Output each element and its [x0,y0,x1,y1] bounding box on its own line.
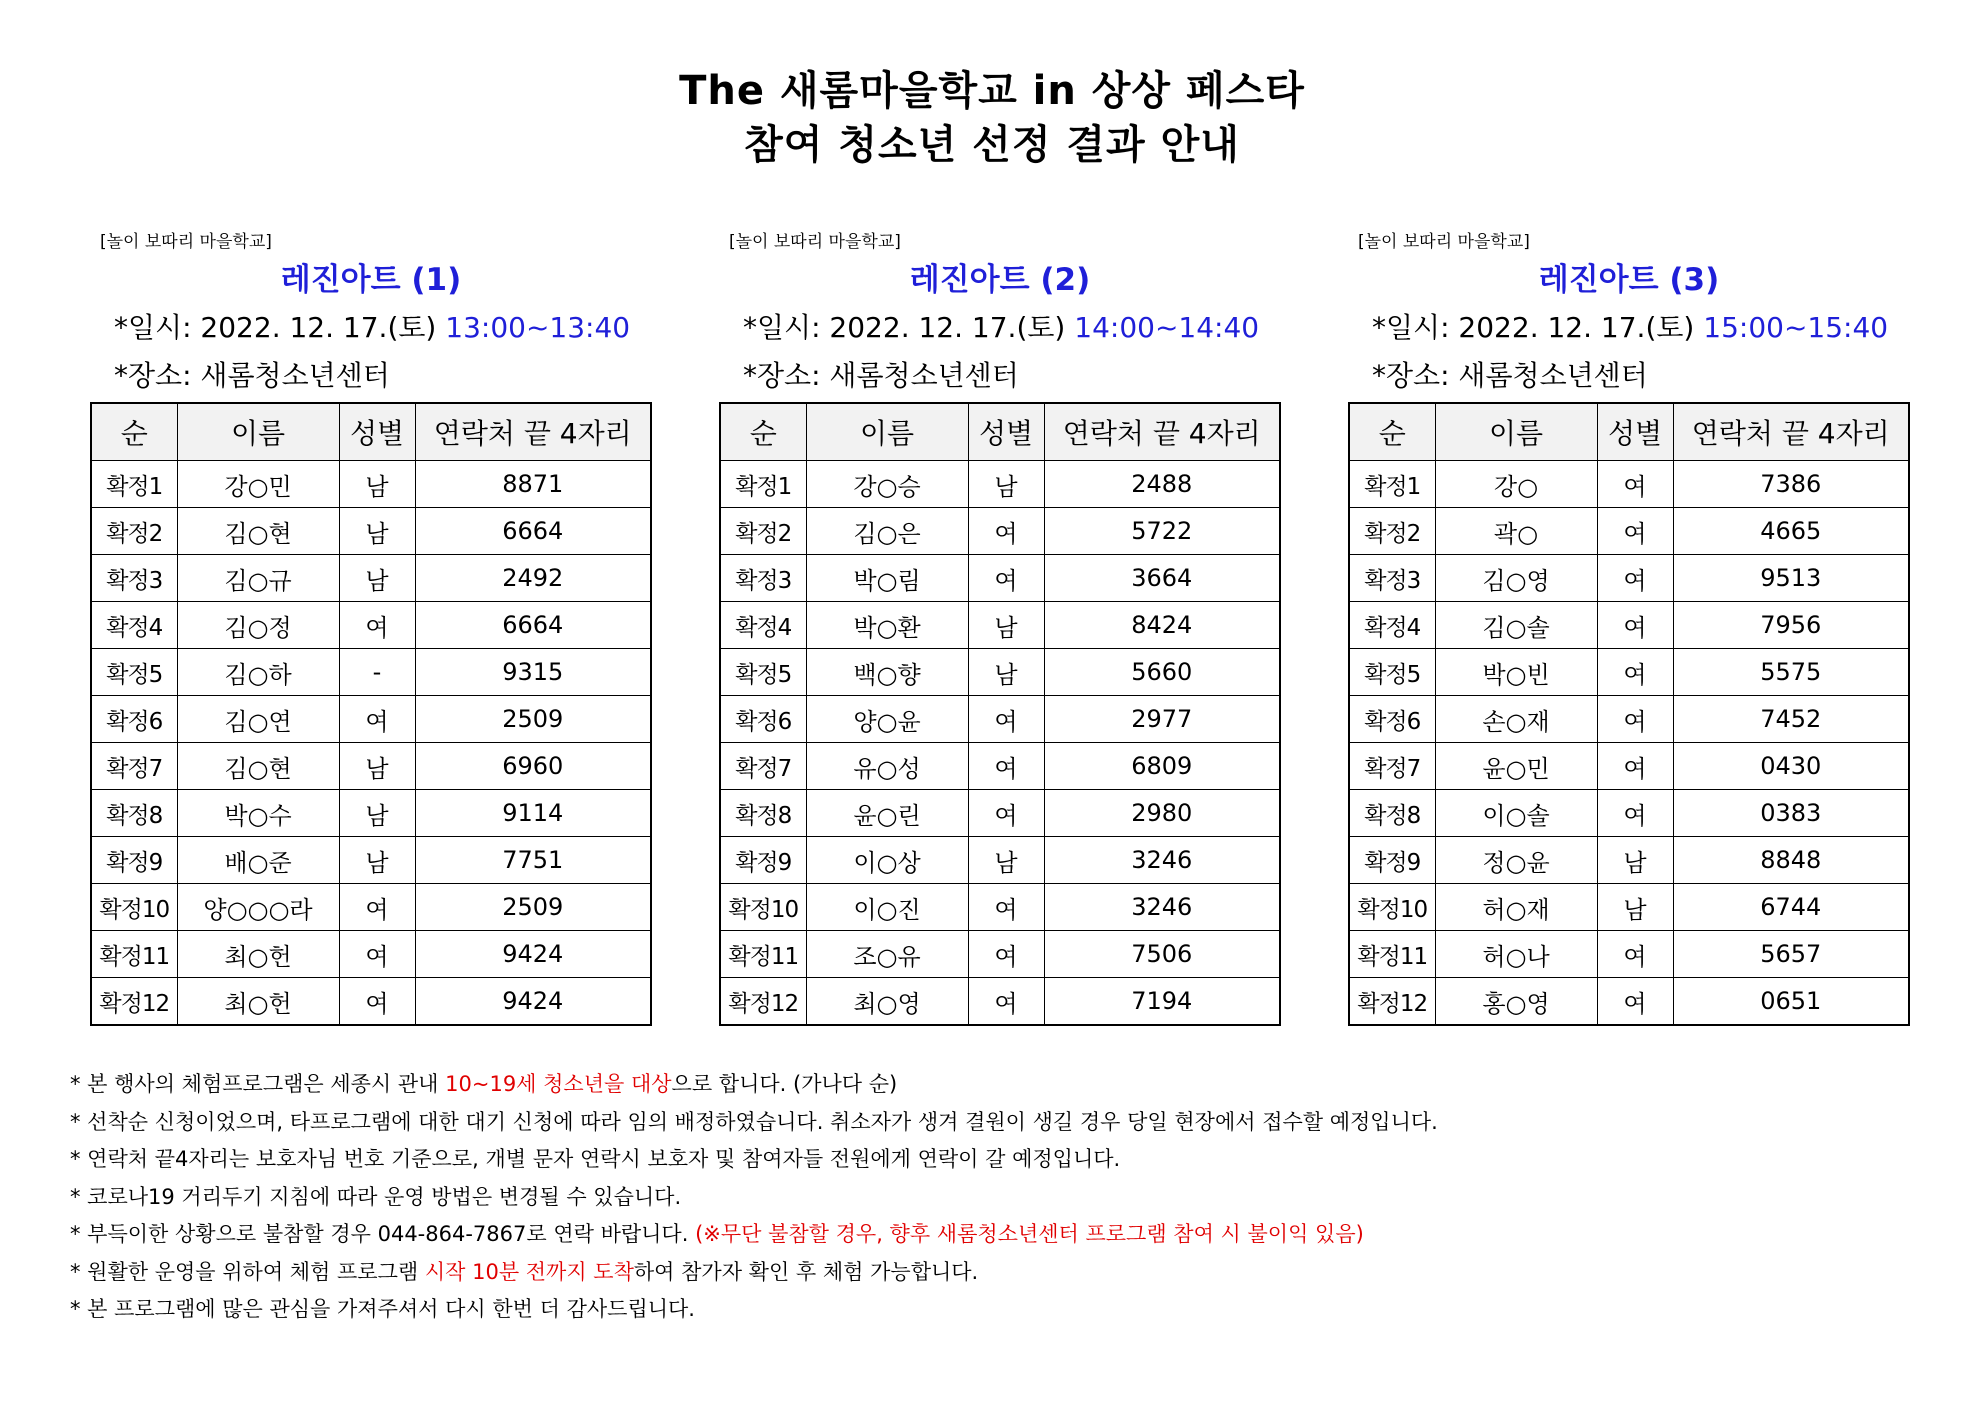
table-row [720,696,1280,743]
table-cell: 7386 [1673,461,1909,508]
table-cell: 확정4 [91,602,177,649]
table-row [1349,649,1909,696]
table-cell: 여 [968,978,1044,1026]
table-cell: 확정8 [1349,790,1435,837]
table-cell: 윤○민 [1435,743,1597,790]
table-cell: 확정12 [720,978,806,1026]
table-cell: 확정12 [91,978,177,1026]
time-range: 15:00~15:40 [1703,311,1889,344]
note-text: * 연락처 끝4자리는 보호자님 번호 기준으로, 개별 문자 연락시 보호자 및 참여자들 전원에게 연락이 갈 예정입니다. [70,1147,1121,1171]
table-cell: 2488 [1044,461,1280,508]
column-header: 이름 [1435,403,1597,461]
table-cell: 최○영 [806,978,968,1026]
table-cell: 확정11 [91,931,177,978]
table-cell: 박○수 [177,790,339,837]
table-cell: 남 [339,508,415,555]
table-row [1349,461,1909,508]
table-row [91,508,651,555]
note-text: * 선착순 신청이었으며, 타프로그램에 대한 대기 신청에 따라 임의 배정하였습니다. 취소자가 생겨 결원이 생길 경우 당일 현장에서 접수할 예정입니다. [70,1109,1438,1134]
table-cell: 여 [1597,931,1673,978]
table-cell: 여 [1597,696,1673,743]
table-row [1349,837,1909,884]
table-cell: 0383 [1673,790,1909,837]
section-date [743,304,1281,352]
table-cell: 확정7 [720,743,806,790]
table-cell: 홍○영 [1435,978,1597,1026]
table-cell: 유○성 [806,743,968,790]
table-cell: 김○영 [1435,555,1597,602]
table-cell: 확정1 [720,461,806,508]
note-line [70,1216,1930,1254]
table-cell: 여 [1597,461,1673,508]
table-cell: 여 [339,696,415,743]
table-cell: 7452 [1673,696,1909,743]
column-header: 성별 [1597,403,1673,461]
table-row [1349,508,1909,555]
column-header: 연락처 끝 4자리 [1673,403,1909,461]
table-cell: 남 [339,837,415,884]
participant-table [719,402,1281,1026]
table-cell: 여 [1597,649,1673,696]
table-cell: - [339,649,415,696]
table-cell: 강○ [1435,461,1597,508]
table-cell: 남 [1597,837,1673,884]
note-highlight: (※무단 불참할 경우, 향후 새롬청소년센터 프로그램 참여 시 불이익 있음) [695,1222,1364,1246]
table-row [720,555,1280,602]
table-cell: 김○현 [177,508,339,555]
table-cell: 여 [1597,790,1673,837]
notes-list [70,1066,1930,1329]
table-cell: 김○하 [177,649,339,696]
table-cell: 확정10 [720,884,806,931]
table-row [720,931,1280,978]
table-cell: 6744 [1673,884,1909,931]
table-cell: 여 [968,555,1044,602]
table-cell: 배○준 [177,837,339,884]
table-cell: 확정6 [720,696,806,743]
table-row [1349,696,1909,743]
table-row [91,649,651,696]
table-cell: 3246 [1044,837,1280,884]
table-cell: 남 [339,743,415,790]
table-cell: 여 [339,931,415,978]
table-cell: 남 [968,602,1044,649]
section-category: [놀이 보따리 마을학교] [729,232,901,252]
table-row [720,743,1280,790]
note-text-tail: 으로 합니다. (가나다 순) [671,1072,898,1096]
table-cell: 남 [339,790,415,837]
table-cell: 여 [339,602,415,649]
table-cell: 확정7 [1349,743,1435,790]
table-cell: 2977 [1044,696,1280,743]
note-text: * 부득이한 상황으로 불참할 경우 044-864-7867로 연락 바랍니다. [70,1222,696,1246]
date-label: *일시: 2022. 12. 17.(토) [1372,311,1704,344]
time-range: 14:00~14:40 [1074,311,1260,344]
table-cell: 5660 [1044,649,1280,696]
table-cell: 김○은 [806,508,968,555]
table-row [1349,743,1909,790]
table-cell: 김○현 [177,743,339,790]
table-cell: 7751 [415,837,651,884]
table-row [1349,602,1909,649]
title-line-2: 참여 청소년 선정 결과 안내 [744,122,1240,168]
table-cell: 여 [339,884,415,931]
table-cell: 확정8 [720,790,806,837]
table-cell: 확정8 [91,790,177,837]
table-row [1349,931,1909,978]
table-cell: 확정1 [91,461,177,508]
participant-table [90,402,652,1026]
table-cell: 확정12 [1349,978,1435,1026]
table-cell: 5657 [1673,931,1909,978]
table-cell: 확정3 [1349,555,1435,602]
table-cell: 8848 [1673,837,1909,884]
note-line [70,1179,1930,1217]
table-cell: 윤○린 [806,790,968,837]
table-row [1349,790,1909,837]
table-cell: 4665 [1673,508,1909,555]
section-place: *장소: 새롬청소년센터 [743,359,1019,392]
table-cell: 남 [339,555,415,602]
section-category: [놀이 보따리 마을학교] [100,232,272,252]
table-cell: 여 [339,978,415,1026]
table-row [91,602,651,649]
column-header: 성별 [968,403,1044,461]
table-cell: 확정11 [720,931,806,978]
table-cell: 8424 [1044,602,1280,649]
table-row [720,602,1280,649]
table-header-row [1349,403,1909,461]
table-row [720,461,1280,508]
table-cell: 확정4 [720,602,806,649]
table-cell: 6960 [415,743,651,790]
table-cell: 확정9 [91,837,177,884]
column-header: 순 [720,403,806,461]
table-cell: 3246 [1044,884,1280,931]
table-cell: 확정3 [720,555,806,602]
table-cell: 확정2 [1349,508,1435,555]
table-cell: 조○유 [806,931,968,978]
table-cell: 남 [968,461,1044,508]
note-text: * 본 프로그램에 많은 관심을 가져주셔서 다시 한번 더 감사드립니다. [70,1297,695,1321]
table-row [91,837,651,884]
table-cell: 확정3 [91,555,177,602]
table-cell: 8871 [415,461,651,508]
table-cell: 양○○○라 [177,884,339,931]
table-cell: 여 [1597,978,1673,1026]
table-cell: 양○윤 [806,696,968,743]
table-row [720,649,1280,696]
table-cell: 김○정 [177,602,339,649]
table-cell: 여 [968,931,1044,978]
table-cell: 박○림 [806,555,968,602]
program-section-1 [90,228,652,1026]
table-cell: 허○재 [1435,884,1597,931]
table-row [91,790,651,837]
table-cell: 강○승 [806,461,968,508]
note-line [70,1066,1930,1104]
section-title: 레진아트 (2) [909,262,1091,298]
table-cell: 김○규 [177,555,339,602]
table-cell: 0651 [1673,978,1909,1026]
note-line [70,1141,1930,1179]
table-cell: 남 [1597,884,1673,931]
table-cell: 강○민 [177,461,339,508]
table-cell: 확정9 [720,837,806,884]
table-row [720,790,1280,837]
table-cell: 6664 [415,508,651,555]
note-line [70,1104,1930,1142]
note-text: * 코로나19 거리두기 지침에 따라 운영 방법은 변경될 수 있습니다. [70,1184,682,1209]
table-cell: 여 [968,884,1044,931]
section-title: 레진아트 (1) [280,262,462,298]
note-highlight: 시작 10분 전까지 도착 [424,1259,634,1284]
table-cell: 5722 [1044,508,1280,555]
table-cell: 9424 [415,978,651,1026]
table-cell: 김○연 [177,696,339,743]
title-line-1: The 새롬마을학교 in 상상 페스타 [679,68,1305,114]
document-title [0,64,1984,172]
table-row [91,555,651,602]
note-text: * 본 행사의 체험프로그램은 세종시 관내 [70,1072,446,1096]
table-cell: 백○향 [806,649,968,696]
table-cell: 손○재 [1435,696,1597,743]
table-cell: 이○솔 [1435,790,1597,837]
table-header-row [720,403,1280,461]
table-cell: 확정9 [1349,837,1435,884]
program-section-2 [719,228,1281,1026]
table-row [91,978,651,1026]
table-cell: 곽○ [1435,508,1597,555]
table-cell: 7506 [1044,931,1280,978]
table-row [91,931,651,978]
column-header: 이름 [177,403,339,461]
time-range: 13:00~13:40 [445,311,631,344]
table-cell: 여 [1597,602,1673,649]
column-header: 연락처 끝 4자리 [415,403,651,461]
note-text: * 원활한 운영을 위하여 체험 프로그램 [70,1259,425,1284]
section-place: *장소: 새롬청소년센터 [114,359,390,392]
table-row [91,696,651,743]
table-cell: 여 [968,508,1044,555]
table-row [720,837,1280,884]
table-cell: 확정6 [1349,696,1435,743]
table-cell: 확정10 [91,884,177,931]
note-line [70,1291,1930,1329]
table-cell: 확정2 [91,508,177,555]
table-cell: 이○상 [806,837,968,884]
note-highlight: 10~19세 청소년을 대상 [445,1072,672,1096]
table-cell: 남 [968,649,1044,696]
table-header-row [91,403,651,461]
table-cell: 확정5 [720,649,806,696]
table-cell: 남 [968,837,1044,884]
column-header: 성별 [339,403,415,461]
table-cell: 확정5 [1349,649,1435,696]
column-header: 순 [1349,403,1435,461]
table-row [1349,555,1909,602]
table-cell: 9513 [1673,555,1909,602]
table-cell: 김○솔 [1435,602,1597,649]
table-row [91,743,651,790]
table-row [91,461,651,508]
table-cell: 확정6 [91,696,177,743]
table-cell: 여 [1597,555,1673,602]
table-cell: 박○빈 [1435,649,1597,696]
table-cell: 3664 [1044,555,1280,602]
table-cell: 최○헌 [177,978,339,1026]
table-cell: 확정7 [91,743,177,790]
table-row [720,508,1280,555]
table-cell: 이○진 [806,884,968,931]
table-cell: 7194 [1044,978,1280,1026]
date-label: *일시: 2022. 12. 17.(토) [114,311,446,344]
table-cell: 확정11 [1349,931,1435,978]
section-date [1372,304,1910,352]
note-line [70,1254,1930,1292]
section-category: [놀이 보따리 마을학교] [1358,232,1530,252]
table-row [1349,978,1909,1026]
column-header: 이름 [806,403,968,461]
table-cell: 9114 [415,790,651,837]
column-header: 순 [91,403,177,461]
table-cell: 2980 [1044,790,1280,837]
table-cell: 2492 [415,555,651,602]
table-cell: 정○윤 [1435,837,1597,884]
column-header: 연락처 끝 4자리 [1044,403,1280,461]
table-row [720,884,1280,931]
section-title: 레진아트 (3) [1538,262,1720,298]
table-row [720,978,1280,1026]
table-cell: 9315 [415,649,651,696]
table-cell: 6809 [1044,743,1280,790]
section-place: *장소: 새롬청소년센터 [1372,359,1648,392]
table-cell: 9424 [415,931,651,978]
table-cell: 7956 [1673,602,1909,649]
table-cell: 박○환 [806,602,968,649]
participant-table [1348,402,1910,1026]
table-cell: 5575 [1673,649,1909,696]
table-cell: 0430 [1673,743,1909,790]
table-cell: 여 [968,790,1044,837]
date-label: *일시: 2022. 12. 17.(토) [743,311,1075,344]
table-cell: 확정1 [1349,461,1435,508]
table-cell: 확정10 [1349,884,1435,931]
table-cell: 여 [968,696,1044,743]
table-cell: 2509 [415,696,651,743]
table-cell: 확정5 [91,649,177,696]
section-date [114,304,652,352]
table-cell: 확정2 [720,508,806,555]
table-row [91,884,651,931]
table-cell: 최○헌 [177,931,339,978]
table-cell: 2509 [415,884,651,931]
table-row [1349,884,1909,931]
table-cell: 여 [1597,508,1673,555]
program-section-3 [1348,228,1910,1026]
note-text-tail: 하여 참가자 확인 후 체험 가능합니다. [633,1259,979,1284]
table-cell: 허○나 [1435,931,1597,978]
table-cell: 확정4 [1349,602,1435,649]
table-cell: 여 [968,743,1044,790]
table-cell: 6664 [415,602,651,649]
table-cell: 여 [1597,743,1673,790]
table-cell: 남 [339,461,415,508]
